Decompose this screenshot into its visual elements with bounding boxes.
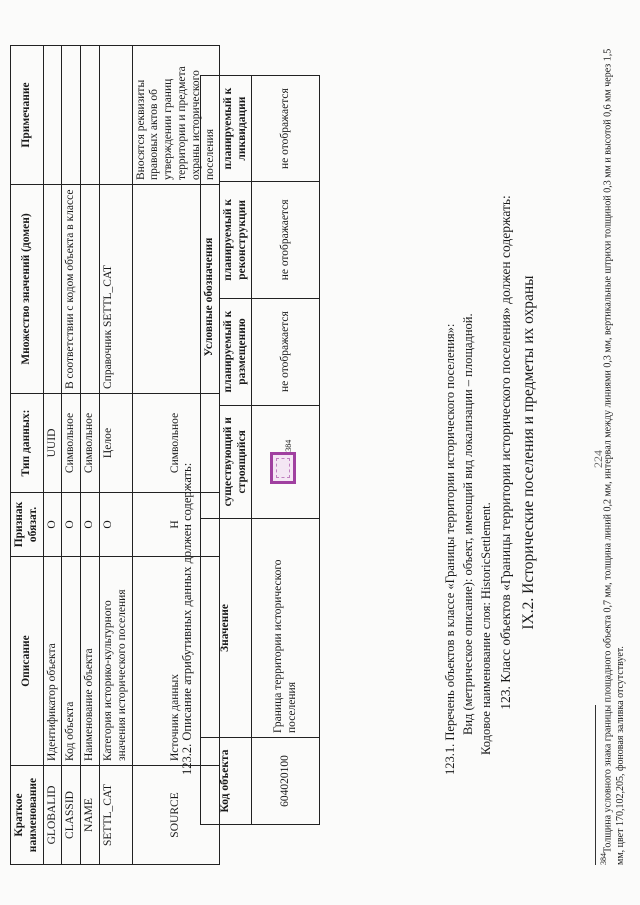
geometry-type-line: Вид (метрическое описание): объект, имеющий вид локализации – площадной. — [461, 313, 475, 735]
planned-place-cell: не отображается — [252, 298, 320, 405]
table-row: CLASSID Код объекта О Символьное В соответствии с кодом объекта в классе — [62, 46, 81, 865]
objects-list-title: 123.1. Перечень объектов в классе «Границы территории исторического поселения»: — [443, 323, 457, 775]
planned-recon-cell: не отображается — [252, 182, 320, 298]
col-value-header: Значение — [201, 519, 252, 738]
planned-liq-cell: не отображается — [252, 76, 320, 182]
col-code-header: Код объекта — [201, 738, 252, 825]
footnote-area — [595, 0, 640, 905]
layer-code-line: Кодовое наименование слоя: HistoricSettlement. — [479, 502, 493, 755]
attr-header-2: Признак обязат. — [11, 493, 44, 557]
legend-footnote-ref: 384 — [284, 439, 294, 452]
col-planned-liq-header: планируемый к ликвидации — [219, 76, 252, 182]
object-code-cell: 604020100 — [252, 738, 320, 825]
existing-legend-cell — [252, 405, 320, 518]
attr-header-0: Краткое наименование — [11, 766, 44, 865]
table-row: SETTL_CAT Категория историко-культурного значения исторического поселения О Целое Справочник SETTL_CAT — [99, 46, 132, 865]
table-row: GLOBALID Идентификатор объекта О UUID — [43, 46, 62, 865]
col-planned-place-header: планируемый к размещению — [219, 298, 252, 405]
footnote-text: $^{384}$Толщина условного знака границы площадного объекта 0,7 мм, толщина линий 0,2 мм, интервал между линиями 0,3 мм, вертикальные штрихи толщиной 0,3 мм и высотой 0,6 мм через 1,5 мм, цвет 170,102,205, фоновая заливка отсутствует. — [599, 48, 626, 865]
attributes-table — [10, 45, 220, 865]
attr-header-3: Тип данных: — [11, 394, 44, 493]
col-existing-header: существующий и строящийся — [219, 405, 252, 518]
boundary-legend-symbol — [270, 452, 296, 484]
table-row: SOURCE Источник данных Н Символьное Вносятся реквизиты правовых актов об утверждении границ территории и предмета охраны исторического поселения — [132, 46, 220, 865]
chapter-heading: IX.2. Исторические поселения и предметы их охраны — [520, 275, 537, 630]
section-title: 123. Класс объектов «Границы территории исторического поселения» должен содержать: — [498, 195, 513, 710]
attributes-title: 123.2. Описание атрибутивных данных должен содержать: — [180, 462, 194, 775]
footnote-separator — [595, 705, 596, 865]
page-number: 224 — [591, 450, 605, 468]
attr-header-1: Описание — [11, 557, 44, 766]
attr-header-5: Примечание — [11, 46, 44, 185]
attr-header-4: Множество значений (домен) — [11, 185, 44, 394]
legend-group-header: Условные обозначения — [201, 76, 220, 519]
object-value-cell: Граница территории исторического поселения — [252, 519, 320, 738]
col-planned-recon-header: планируемый к реконструкции — [219, 182, 252, 298]
table-row: NAME Наименование объекта О Символьное — [81, 46, 100, 865]
